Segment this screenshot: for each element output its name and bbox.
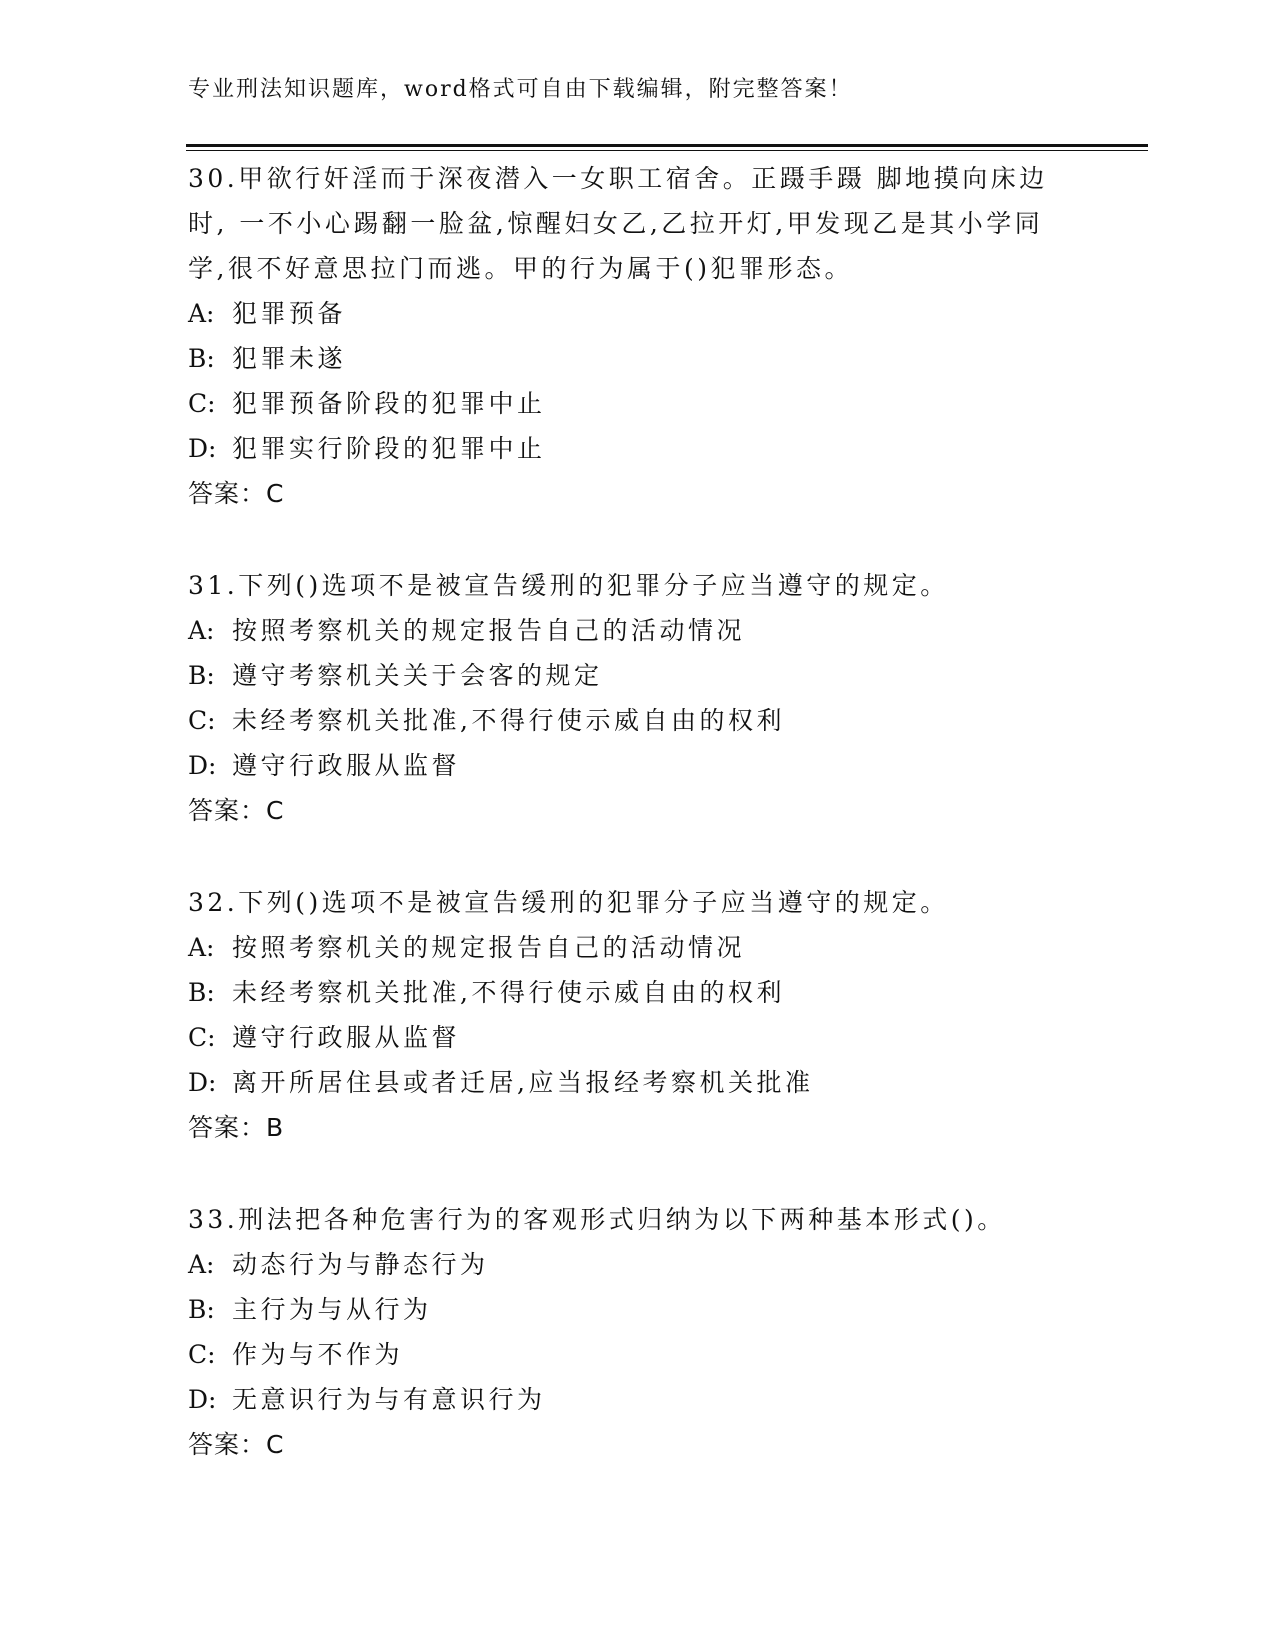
option-text: 无意识行为与有意识行为	[232, 1385, 546, 1414]
option-text: 犯罪未遂	[232, 344, 347, 373]
option-letter: C:	[188, 1340, 216, 1369]
header-rule-thick	[186, 144, 1148, 147]
option-c	[188, 698, 1088, 743]
option-letter: B:	[188, 978, 215, 1007]
question-spacer	[188, 1150, 1088, 1197]
option-text: 未经考察机关批准,不得行使示威自由的权利	[232, 706, 785, 735]
option-letter: B:	[188, 661, 215, 690]
option-letter: C:	[188, 706, 216, 735]
option-d	[188, 1060, 1088, 1105]
question-31	[188, 563, 1088, 833]
option-letter: D:	[188, 434, 217, 463]
option-text: 按照考察机关的规定报告自己的活动情况	[232, 616, 746, 645]
option-text: 主行为与从行为	[232, 1295, 432, 1324]
question-33	[188, 1197, 1088, 1467]
option-letter: B:	[188, 1295, 215, 1324]
option-d	[188, 743, 1088, 788]
option-d	[188, 1377, 1088, 1422]
option-letter: A:	[188, 616, 215, 645]
option-letter: C:	[188, 389, 216, 418]
option-b	[188, 970, 1088, 1015]
option-b	[188, 336, 1088, 381]
option-letter: A:	[188, 933, 215, 962]
option-c	[188, 381, 1088, 426]
option-text: 动态行为与静态行为	[232, 1250, 489, 1279]
question-stem-line: 33.刑法把各种危害行为的客观形式归纳为以下两种基本形式()。	[188, 1205, 1006, 1234]
option-text: 犯罪预备	[232, 299, 347, 328]
option-text: 作为与不作为	[232, 1340, 404, 1369]
option-letter: B:	[188, 344, 215, 373]
answer-line: 答案：C	[188, 479, 285, 508]
question-list	[188, 156, 1088, 1467]
answer-line: 答案：C	[188, 796, 285, 825]
option-letter: A:	[188, 1250, 215, 1279]
answer-line: 答案：B	[188, 1113, 285, 1142]
question-32	[188, 880, 1088, 1150]
option-letter: D:	[188, 1385, 217, 1414]
option-letter: A:	[188, 299, 215, 328]
question-30	[188, 156, 1088, 516]
question-spacer	[188, 833, 1088, 880]
question-stem-line: 30.甲欲行奸淫而于深夜潜入一女职工宿舍。正蹑手蹑 脚地摸向床边	[188, 164, 1048, 193]
option-text: 遵守行政服从监督	[232, 751, 461, 780]
option-letter: D:	[188, 751, 217, 780]
option-c	[188, 1015, 1088, 1060]
question-spacer	[188, 516, 1088, 563]
option-text: 犯罪实行阶段的犯罪中止	[232, 434, 546, 463]
option-c	[188, 1332, 1088, 1377]
question-stem-line: 时, 一不小心踢翻一脸盆,惊醒妇女乙,乙拉开灯,甲发现乙是其小学同	[188, 209, 1044, 238]
option-text: 犯罪预备阶段的犯罪中止	[232, 389, 546, 418]
header-rule-thin	[186, 150, 1148, 151]
option-letter: D:	[188, 1068, 217, 1097]
option-text: 遵守行政服从监督	[232, 1023, 461, 1052]
option-text: 遵守考察机关关于会客的规定	[232, 661, 603, 690]
option-text: 未经考察机关批准,不得行使示威自由的权利	[232, 978, 785, 1007]
option-text: 离开所居住县或者迁居,应当报经考察机关批准	[232, 1068, 814, 1097]
option-b	[188, 653, 1088, 698]
option-d	[188, 426, 1088, 471]
option-a	[188, 1242, 1088, 1287]
option-letter: C:	[188, 1023, 216, 1052]
option-a	[188, 608, 1088, 653]
option-a	[188, 291, 1088, 336]
option-text: 按照考察机关的规定报告自己的活动情况	[232, 933, 746, 962]
question-stem-line: 32.下列()选项不是被宣告缓刑的犯罪分子应当遵守的规定。	[188, 888, 949, 917]
option-b	[188, 1287, 1088, 1332]
option-a	[188, 925, 1088, 970]
question-stem-line: 31.下列()选项不是被宣告缓刑的犯罪分子应当遵守的规定。	[188, 571, 949, 600]
answer-line: 答案：C	[188, 1430, 285, 1459]
page-header: 专业刑法知识题库，word格式可自由下载编辑，附完整答案！	[188, 77, 853, 102]
question-stem-line: 学,很不好意思拉门而逃。甲的行为属于()犯罪形态。	[188, 254, 853, 283]
